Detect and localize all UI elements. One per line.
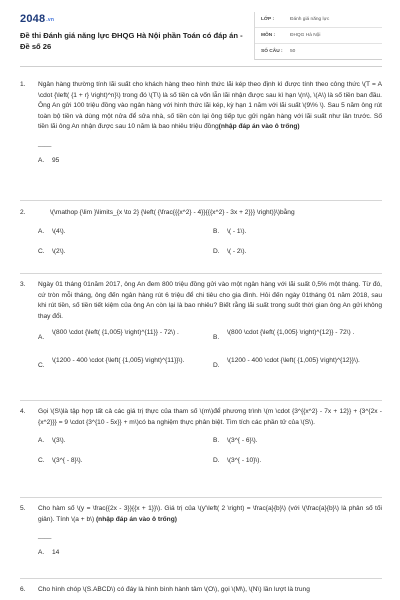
option-text: \(3^{ - 8}\). xyxy=(52,457,83,465)
logo-text: 2048 xyxy=(20,13,46,25)
option-text: \(3^{ - 10}\). xyxy=(227,457,262,465)
question-stem: Cho hàm số \(y = \frac{{2x - 3}}{{x + 1}}\). Giá trị của \(y'\left( 2 \right) = \frac{a}{b}\) (với \(\frac{a}{b}\) là phân số tối giản). Tính \(a + b\) xyxy=(38,505,382,523)
option-text: \(1200 - 400 \cdot {\left( {1,005} \right)^{12}}\). xyxy=(227,357,360,365)
meta-value: 50 xyxy=(290,49,296,54)
question-number: 5. xyxy=(20,505,26,512)
option-a[interactable] xyxy=(38,227,66,238)
question-1 xyxy=(20,80,382,166)
header-divider xyxy=(20,66,382,67)
question-number: 4. xyxy=(20,408,26,415)
question-text: Ngày 01 tháng 01năm 2017, ông An đem 800 triệu đồng gửi vào một ngân hàng với lãi suất 0,5% một tháng. Từ đó, cứ tròn mỗi tháng, ông đến ngân hàng rút 6 triệu để chi tiêu cho gia đình. Hỏi đến ngày 01tháng 01 năm 2018, sau khi rút tiền, số tiền tiết kiệm của ông An còn lại là bao nhiêu? Biết rằng lãi suất trong suốt thời gian ông An gửi không thay đổi. xyxy=(38,281,382,320)
question-6 xyxy=(20,585,382,596)
option-text: \(800 \cdot {\left( {1,005} \right)^{12}} - 72\) . xyxy=(227,329,355,337)
option-label: C. xyxy=(38,247,45,255)
option-b[interactable] xyxy=(213,227,246,238)
option-text: \(1200 - 400 \cdot {\left( {1,005} \right)^{11}}\). xyxy=(52,357,185,365)
question-3 xyxy=(20,280,382,390)
question-5 xyxy=(20,504,382,558)
option-label: D. xyxy=(213,362,220,370)
option-label: A. xyxy=(38,437,45,445)
answer-blank[interactable]: ____ xyxy=(38,533,52,540)
meta-key: MÔN : xyxy=(261,33,276,38)
options-grid xyxy=(38,223,382,269)
option-label: A. xyxy=(38,227,45,235)
question-text: \(\mathop {\lim }\limits_{x \to 2} {\left( {\frac{{{x^2} - 4}}{{{x^2} - 3x + 2}}} \right)}\)bằng xyxy=(50,209,295,216)
question-divider xyxy=(20,273,382,274)
option-a[interactable] xyxy=(38,436,66,447)
option-text: \( - 1\). xyxy=(227,227,247,235)
option-label: A. xyxy=(38,156,45,164)
option-c[interactable] xyxy=(38,456,83,467)
exam-meta-table xyxy=(254,12,382,60)
option-label: A. xyxy=(38,334,45,342)
question-number: 2. xyxy=(20,209,26,216)
option-c[interactable] xyxy=(38,247,66,258)
option-b[interactable] xyxy=(213,328,373,342)
meta-row-count xyxy=(255,44,382,60)
exam-title: Đề thi Đánh giá năng lực ĐHQG Hà Nội phần Toán có đáp án - Đề số 26 xyxy=(20,31,243,51)
option-label: D. xyxy=(213,247,220,255)
logo-suffix: .vn xyxy=(46,17,55,23)
answer-option[interactable] xyxy=(38,548,382,559)
option-b[interactable] xyxy=(213,436,258,447)
question-divider xyxy=(20,400,382,401)
question-2 xyxy=(20,208,382,269)
question-text xyxy=(38,80,382,133)
option-text: \( - 2\). xyxy=(227,247,247,255)
site-logo[interactable] xyxy=(20,13,54,25)
question-text: Gọi \(S\)là tập hợp tất cả các giá trị thực của tham số \(m\)để phương trình \(m \cdot {3^{{x^2} - 7x + 12}} + {3^{2x - {x^2}}} = 9 \cdot {3^{10 - 5x}} + m\)có ba nghiệm thực phân biệt. Tìm tích các phần tử của \(S\). xyxy=(38,408,382,426)
document-header xyxy=(20,8,382,60)
option-label: B. xyxy=(213,334,220,342)
option-text: \(800 \cdot {\left( {1,005} \right)^{11}} - 72\) . xyxy=(52,329,179,337)
answer-blank[interactable]: ____ xyxy=(38,140,52,147)
meta-row-class xyxy=(255,12,382,28)
option-d[interactable] xyxy=(213,356,373,370)
question-text: Cho hình chóp \(S.ABCD\) có đáy là hình bình hành tâm \(O\), gọi \(M\), \(N\) lần lượt là trung xyxy=(38,586,310,593)
option-text: \(4\). xyxy=(52,227,66,235)
meta-key: SỐ CÂU : xyxy=(261,49,283,54)
option-d[interactable] xyxy=(213,456,261,467)
option-text: 14 xyxy=(52,548,60,556)
options-grid xyxy=(38,432,382,474)
option-text: \(3\). xyxy=(52,437,66,445)
question-4 xyxy=(20,407,382,474)
question-number: 3. xyxy=(20,281,26,288)
option-label: C. xyxy=(38,362,45,370)
question-number: 1. xyxy=(20,81,26,88)
meta-row-subject xyxy=(255,28,382,44)
question-note: (nhập đáp án vào ô trống) xyxy=(218,123,300,131)
option-d[interactable] xyxy=(213,247,246,258)
option-label: C. xyxy=(38,457,45,465)
question-number: 6. xyxy=(20,586,26,593)
option-text: \(3^{ - 6}\). xyxy=(227,437,258,445)
question-divider xyxy=(20,497,382,498)
option-label: B. xyxy=(213,227,220,235)
question-text xyxy=(38,504,382,525)
option-label: D. xyxy=(213,457,220,465)
meta-key: LỚP : xyxy=(261,17,275,22)
option-label: B. xyxy=(213,437,220,445)
option-a[interactable] xyxy=(38,328,198,342)
question-stem: Ngân hàng thường tính lãi suất cho khách hàng theo hình thức lãi kép theo định kì được tính theo công thức \(T = A \cdot {\left( {1 + r} \right)^n}\) trong đó \(T\) là số tiền cả vốn lẫn lãi nhận được sau kì hạn \(n\), \(A\) là số tiền ban đầu. Ông An gửi 100 triệu đồng vào ngân hàng với hình thức lãi kép, kỳ hạn 1 năm với lãi suất \(9\% \). Sau 5 năm ông rút toàn bộ tiền và dùng một nửa để sửa nhà, số tiền còn lại ông tiếp tục gửi ngân hàng với lãi suất như lần trước. Số tiền lãi ông An nhận được sau 10 năm là bao nhiêu triệu đồng xyxy=(38,81,382,131)
answer-option[interactable] xyxy=(38,156,382,167)
options-grid xyxy=(38,326,382,390)
meta-value: Đánh giá năng lực xyxy=(290,17,330,22)
question-divider xyxy=(20,578,382,579)
question-note: (nhập đáp án vào ô trống) xyxy=(95,515,177,523)
meta-value: ĐHQG Hà Nội xyxy=(290,33,321,38)
option-text: 95 xyxy=(52,156,60,164)
option-c[interactable] xyxy=(38,356,198,370)
option-label: A. xyxy=(38,548,45,556)
option-text: \(2\). xyxy=(52,247,66,255)
question-divider xyxy=(20,200,382,201)
